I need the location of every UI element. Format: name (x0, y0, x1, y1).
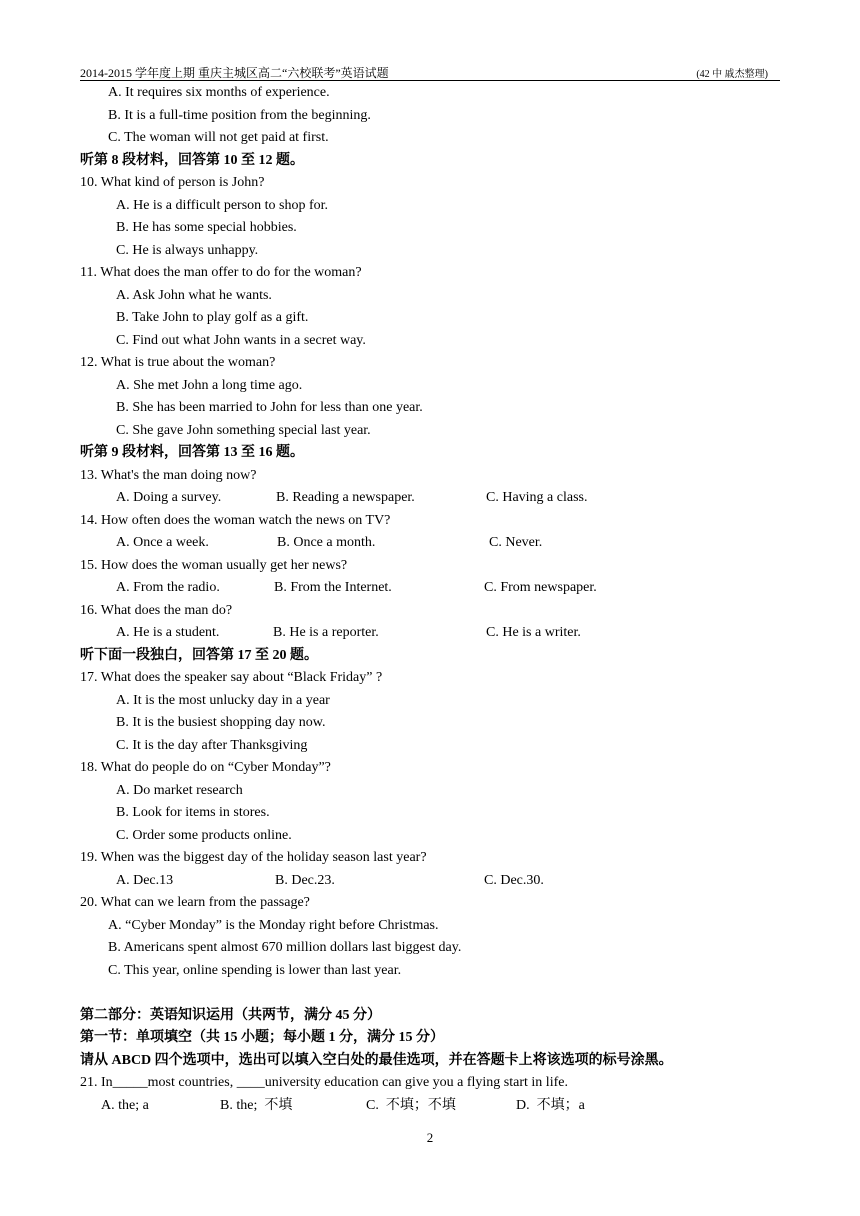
option-text: A. Do market research (116, 783, 243, 798)
question-stem: 17. What does the speaker say about “Black Friday” ? (80, 670, 383, 685)
option-text: B. It is a full-time position from the beginning. (108, 108, 371, 123)
question-stem: 15. How does the woman usually get her news? (80, 558, 348, 573)
option-text: B. She has been married to John for less than one year. (116, 400, 423, 415)
option-text: B. It is the busiest shopping day now. (116, 715, 326, 730)
option-text: A. “Cyber Monday” is the Monday right before Christmas. (108, 918, 439, 933)
option-text: C. Find out what John wants in a secret way. (116, 333, 366, 348)
option-text: C. This year, online spending is lower than last year. (108, 963, 402, 978)
question-stem: 19. When was the biggest day of the holiday season last year? (80, 850, 427, 865)
header-title: 2014-2015 学年度上期 重庆主城区高二“六校联考”英语试题 (80, 66, 389, 80)
option-text: A. From the radio. (116, 580, 220, 595)
option-text: C. He is always unhappy. (116, 243, 259, 258)
section-title: 第一节：单项填空（共 15 小题；每小题 1 分，满分 15 分） (80, 1030, 444, 1045)
question-stem: 12. What is true about the woman? (80, 355, 276, 370)
option-text: B. Americans spent almost 670 million dollars last biggest day. (108, 940, 462, 955)
instruction-text: 请从 ABCD 四个选项中，选出可以填入空白处的最佳选项，并在答题卡上将该选项的标号涂黑。 (80, 1053, 673, 1068)
option-text: A. Dec.13 (116, 873, 174, 888)
option-text: C. She gave John something special last year. (116, 423, 371, 438)
part-title: 第二部分：英语知识运用（共两节，满分 45 分） (80, 1008, 381, 1023)
option-text: B. Dec.23. (275, 873, 335, 888)
option-text: B. He is a reporter. (273, 625, 379, 640)
option-text: B. He has some special hobbies. (116, 220, 297, 235)
option-text: A. the; a (101, 1098, 149, 1113)
option-text: A. Doing a survey. (116, 490, 222, 505)
question-stem: 13. What's the man doing now? (80, 468, 257, 483)
section-heading: 听下面一段独白，回答第 17 至 20 题。 (80, 648, 318, 663)
option-text: C. Never. (489, 535, 543, 550)
question-stem: 18. What do people do on “Cyber Monday”? (80, 760, 331, 775)
option-text: B. the; 不填 (220, 1098, 293, 1113)
page-number: 2 (426, 1130, 434, 1145)
question-stem: 10. What kind of person is John? (80, 175, 265, 190)
option-text: B. Once a month. (277, 535, 376, 550)
question-stem: 16. What does the man do? (80, 603, 233, 618)
option-text: A. He is a difficult person to shop for. (116, 198, 329, 213)
option-text: A. It is the most unlucky day in a year (116, 693, 330, 708)
section-heading: 听第 9 段材料，回答第 13 至 16 题。 (80, 445, 304, 460)
option-text: C. Dec.30. (484, 873, 544, 888)
option-text: C. 不填；不填 (366, 1098, 456, 1113)
option-text: B. Take John to play golf as a gift. (116, 310, 309, 325)
question-stem: 11. What does the man offer to do for the woman? (80, 265, 362, 280)
option-text: A. Once a week. (116, 535, 209, 550)
option-text: C. He is a writer. (486, 625, 581, 640)
option-text: C. From newspaper. (484, 580, 597, 595)
option-text: A. He is a student. (116, 625, 220, 640)
question-stem: 14. How often does the woman watch the news on TV? (80, 513, 391, 528)
option-text: A. Ask John what he wants. (116, 288, 272, 303)
option-text: D. 不填；a (516, 1098, 585, 1113)
question-stem: 20. What can we learn from the passage? (80, 895, 310, 910)
section-heading: 听第 8 段材料，回答第 10 至 12 题。 (80, 153, 304, 168)
option-text: C. It is the day after Thanksgiving (116, 738, 308, 753)
option-text: A. She met John a long time ago. (116, 378, 303, 393)
option-text: B. Look for items in stores. (116, 805, 270, 820)
option-text: B. From the Internet. (274, 580, 392, 595)
page-header (80, 62, 780, 81)
option-text: C. Order some products online. (116, 828, 292, 843)
option-text: A. It requires six months of experience. (108, 85, 330, 100)
option-text: C. Having a class. (486, 490, 588, 505)
header-author: (42 中 戚杰整理) (696, 69, 768, 80)
option-text: B. Reading a newspaper. (276, 490, 415, 505)
question-stem: 21. In_____most countries, ____university education can give you a flying start in life. (80, 1075, 568, 1090)
option-text: C. The woman will not get paid at first. (108, 130, 329, 145)
